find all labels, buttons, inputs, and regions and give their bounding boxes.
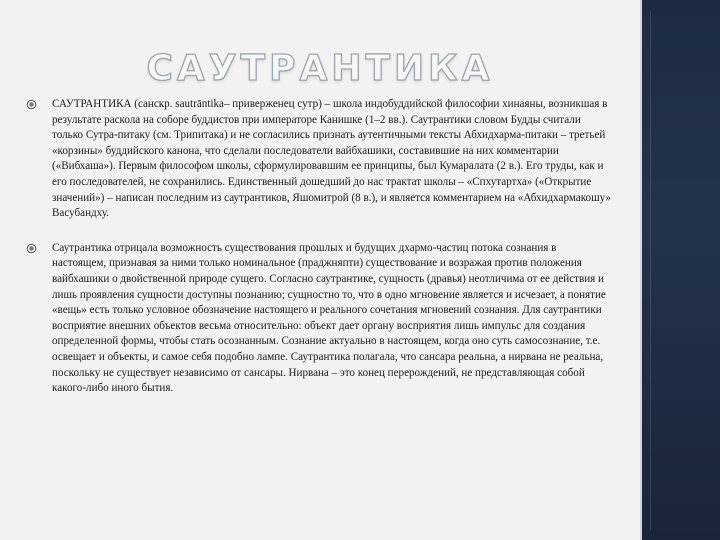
decorative-sidebar [640, 0, 720, 540]
bullet-item [26, 97, 611, 222]
bullet-text: САУТРАНТИКА (санскр. sautrāntika– приверженец сутр) – школа индобуддийской философии хинаяны, возникшая в результате раскола на соборе буддистов при императоре Канишке (1–2 вв.). Саутрантики словом Будды считали только Сутра-питаку (см. Трипитака) и не согласились признать аутентичными тексты Абхидхарма-питаки – третьей «корзины» буддийского канона, что сделали последователи вайбхашики, составившие на них комментарии («Вибхаша»). Первым философом школы, сформулировавшим ее принципы, был Кумаралата (2 в.). Его труды, как и его последователей, не сохранились. Единственный дошедший до нас трактат школы – «Спхутартха» («Открытие значений») – написан последним из саутрантиков, Яшомитрой (8 в.), и является комментарием на «Абхидхармакошу» Васубандху. [52, 98, 611, 220]
bullet-text: Саутрантика отрицала возможность существования прошлых и будущих дхармо-частиц потока сознания в настоящем, признавая за ними только номинальное (праджняпти) существование и возражая против положения вайбхашики о двойственной природе сущего. Согласно саутрантике, сущность (дравья) неотличима от ее действия и лишь проявления сущности доступны познанию; сущностно то, что в одно мгновение является и исчезает, а понятие «вещь» есть только условное обозначение настоящего и реального сочетания мгновений сознания. Для саутрантики восприятие внешних объектов весьма относительно: объект дает органу восприятия лишь импульс для создания определенной формы, чтобы стать осознанным. Сознание актуально в настоящем, когда оно суть самосознание, т.е. освещает и объекты, и самое себя подобно лампе. Саутрантика полагала, что сансара реальна, а нирвана не реальна, поскольку не существует независимо от сансары. Нирвана – это конец перерождений, не представляющая собой какого-либо иного бытия. [52, 241, 606, 395]
bullet-item [26, 241, 611, 397]
slide-content [26, 97, 611, 416]
circle-bullet-icon [26, 99, 37, 110]
sidebar-inner-border [650, 10, 712, 530]
circle-bullet-icon [26, 243, 37, 254]
slide-title: САУТРАНТИКА [146, 48, 494, 89]
